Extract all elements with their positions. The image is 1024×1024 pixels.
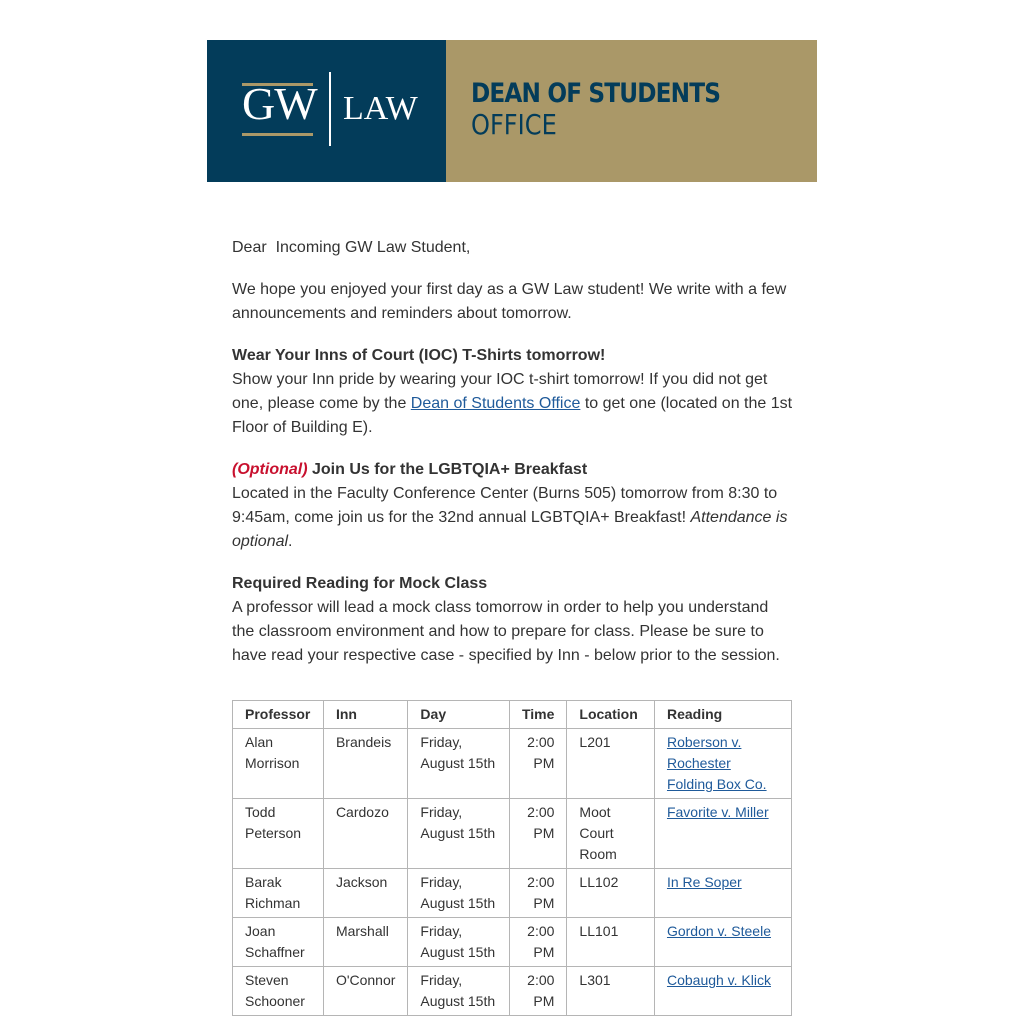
cell-reading xyxy=(654,869,791,918)
breakfast-emphasis: Attendance is optional xyxy=(232,509,788,550)
table-header-row xyxy=(233,701,792,729)
cell-reading xyxy=(654,918,791,967)
reading-link[interactable]: Roberson v. Rochester Folding Box Co. xyxy=(666,734,767,792)
cell-time: 2:00 PM xyxy=(509,869,566,918)
cell-reading xyxy=(654,967,791,1016)
dean-of-students-office-link[interactable]: Dean of Students Office xyxy=(410,395,581,412)
table-row xyxy=(233,918,792,967)
cell-professor: Alan Morrison xyxy=(233,729,324,799)
cell-professor: Joan Schaffner xyxy=(233,918,324,967)
email-body xyxy=(232,236,794,686)
office-name-line1: DEAN OF STUDENTS xyxy=(471,78,721,109)
cell-professor: Steven Schooner xyxy=(233,967,324,1016)
breakfast-text: Located in the Faculty Conference Center (Burns 505) tomorrow from 8:30 to 9:45am, come join us for the 32nd annual LGBTQIA+ Breakfast! xyxy=(232,485,778,526)
mock-class-section xyxy=(232,572,794,668)
optional-tag: (Optional) xyxy=(232,461,308,478)
reading-link[interactable]: In Re Soper xyxy=(666,874,742,890)
cell-inn: O'Connor xyxy=(323,967,407,1016)
cell-inn: Marshall xyxy=(323,918,407,967)
cell-location: LL101 xyxy=(567,918,655,967)
header-reading: Reading xyxy=(654,701,791,729)
office-name-line2: OFFICE xyxy=(471,108,557,141)
ioc-text-after: to get one (located on the 1st Floor of Building E). xyxy=(232,395,793,436)
mock-class-text: A professor will lead a mock class tomorrow in order to help you understand the classroom environment and how to prepare for class. Please be sure to have read your respective case - specified by Inn - below prior to the session. xyxy=(232,599,780,664)
mock-class-title: Required Reading for Mock Class xyxy=(232,575,488,592)
breakfast-section xyxy=(232,458,794,554)
cell-time: 2:00 PM xyxy=(509,967,566,1016)
ioc-section xyxy=(232,344,794,440)
reading-link[interactable]: Gordon v. Steele xyxy=(666,923,771,939)
cell-inn: Cardozo xyxy=(323,799,407,869)
cell-time: 2:00 PM xyxy=(509,799,566,869)
cell-day: Friday, August 15th xyxy=(408,918,510,967)
ioc-text-before: Show your Inn pride by wearing your IOC t-shirt tomorrow! If you did not get one, please come by the xyxy=(232,371,768,412)
table-row xyxy=(233,799,792,869)
table-row xyxy=(233,869,792,918)
reading-link[interactable]: Cobaugh v. Klick xyxy=(666,972,771,988)
table-row xyxy=(233,967,792,1016)
breakfast-text-end: . xyxy=(288,533,293,550)
intro-paragraph: We hope you enjoyed your first day as a GW Law student! We write with a few announcements and reminders about tomorrow. xyxy=(232,281,787,322)
cell-location: L301 xyxy=(567,967,655,1016)
reading-link[interactable]: Favorite v. Miller xyxy=(666,804,769,820)
breakfast-title-line xyxy=(232,458,794,482)
cell-day: Friday, August 15th xyxy=(408,967,510,1016)
cell-reading xyxy=(654,799,791,869)
cell-day: Friday, August 15th xyxy=(408,729,510,799)
cell-day: Friday, August 15th xyxy=(408,799,510,869)
logo-divider xyxy=(329,72,331,146)
cell-reading xyxy=(654,729,791,799)
cell-inn: Brandeis xyxy=(323,729,407,799)
law-logo-text: LAW xyxy=(343,90,418,127)
cell-day: Friday, August 15th xyxy=(408,869,510,918)
header-professor: Professor xyxy=(233,701,324,729)
table-row xyxy=(233,729,792,799)
cell-professor: Barak Richman xyxy=(233,869,324,918)
gw-law-logo-panel xyxy=(207,40,446,182)
cell-location: L201 xyxy=(567,729,655,799)
gw-logo-text: GW xyxy=(242,78,317,129)
greeting: Dear Incoming GW Law Student, xyxy=(232,239,471,256)
logo-gold-bar-bottom xyxy=(242,133,313,136)
header-day: Day xyxy=(408,701,510,729)
header-inn: Inn xyxy=(323,701,407,729)
office-name-panel xyxy=(446,40,817,182)
cell-location: Moot Court Room xyxy=(567,799,655,869)
email-header-banner xyxy=(207,40,817,182)
cell-time: 2:00 PM xyxy=(509,729,566,799)
header-time: Time xyxy=(509,701,566,729)
ioc-title: Wear Your Inns of Court (IOC) T-Shirts tomorrow! xyxy=(232,347,606,364)
cell-time: 2:00 PM xyxy=(509,918,566,967)
cell-location: LL102 xyxy=(567,869,655,918)
header-location: Location xyxy=(567,701,655,729)
breakfast-title: Join Us for the LGBTQIA+ Breakfast xyxy=(307,461,588,478)
cell-inn: Jackson xyxy=(323,869,407,918)
mock-class-readings-table xyxy=(232,700,792,1016)
cell-professor: Todd Peterson xyxy=(233,799,324,869)
